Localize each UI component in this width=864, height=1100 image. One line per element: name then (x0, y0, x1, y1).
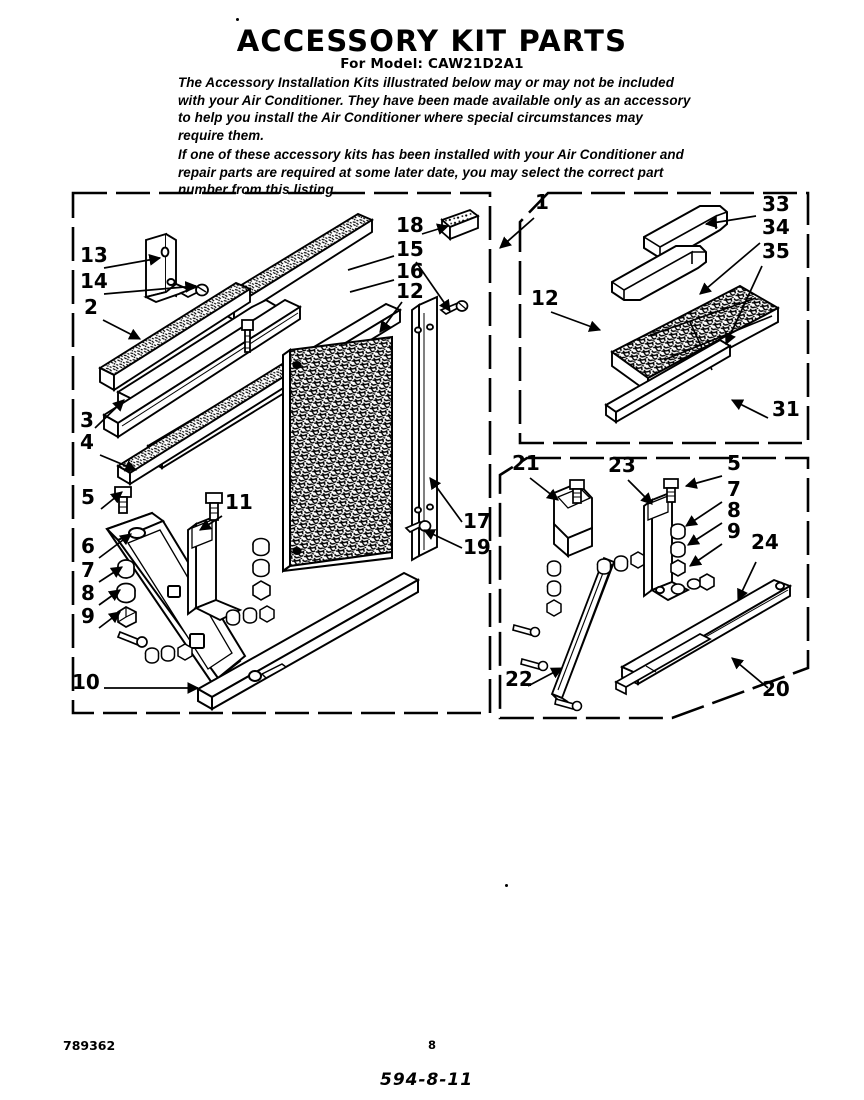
leader-21 (530, 478, 558, 500)
callout-number-3: 3 (80, 408, 94, 432)
callout-number-20: 20 (762, 677, 790, 701)
part-fastener-stack-21 (547, 561, 561, 616)
callout-number-13: 13 (80, 243, 108, 267)
callout-number-7: 7 (81, 558, 95, 582)
part-11-bracket (188, 516, 240, 620)
part-small-fastener-group-b (146, 644, 193, 663)
callout-number-23: 23 (608, 453, 636, 477)
callout-number-33: 33 (762, 192, 790, 216)
callout-number-4: 4 (80, 430, 94, 454)
callout-number-5: 5 (81, 485, 95, 509)
leader-9-left (99, 612, 120, 628)
part-7-8-9-fastener-stack-right (671, 524, 714, 594)
callout-number-17: 17 (463, 509, 491, 533)
model-subtitle: For Model: CAW21D2A1 (340, 56, 524, 72)
callout-number-31: 31 (772, 397, 800, 421)
part-screw-into-arm (118, 632, 147, 647)
callout-number-7: 7 (727, 477, 741, 501)
handwritten-mark: 594-8-11 (380, 1070, 474, 1090)
callout-number-8: 8 (727, 498, 741, 522)
callout-number-2: 2 (84, 295, 98, 319)
leader-23 (628, 480, 652, 504)
leader-8-right (688, 523, 722, 545)
leader-9-right (690, 544, 722, 566)
publication-number: 789362 (63, 1038, 116, 1053)
part-fastener-stack-right (253, 539, 270, 601)
leader-34 (700, 243, 760, 294)
callout-number-15: 15 (396, 237, 424, 261)
page-title: ACCESSORY KIT PARTS (236, 24, 628, 58)
callout-number-1: 1 (535, 190, 549, 214)
callout-number-9: 9 (727, 519, 741, 543)
leader-7-right (686, 502, 722, 526)
callout-number-24: 24 (751, 530, 779, 554)
intro-paragraph-2: If one of these accessory kits has been installed with your Air Conditioner and repair parts are required at some later date, you may select the correct part number from this listing. (178, 147, 684, 198)
leader-12-right (551, 312, 600, 330)
callout-number-35: 35 (762, 239, 790, 263)
leader-31 (732, 400, 768, 418)
callout-number-12: 12 (531, 286, 559, 310)
callout-number-16: 16 (396, 259, 424, 283)
callout-number-22: 22 (505, 667, 533, 691)
leader-16-tail (350, 280, 394, 292)
part-22-slide-rail (552, 558, 614, 702)
intro-paragraph-1: The Accessory Installation Kits illustrated below may or may not be included with your Air Conditioner. They have been made available only as an accessory to help you install the Air Conditioner where special circumstances may require them. (178, 75, 691, 143)
page-number: 8 (427, 1038, 436, 1052)
callout-number-11: 11 (225, 490, 253, 514)
callout-number-21: 21 (512, 451, 540, 475)
part-12-screen-panel (283, 337, 392, 571)
callout-number-9: 9 (81, 604, 95, 628)
callout-number-8: 8 (81, 581, 95, 605)
part-18-foam-block (442, 210, 478, 239)
callout-number-10: 10 (72, 670, 100, 694)
leader-1 (500, 218, 534, 248)
callout-number-6: 6 (81, 534, 95, 558)
part-11-screw (206, 493, 222, 520)
callout-number-5: 5 (727, 451, 741, 475)
callout-number-18: 18 (396, 213, 424, 237)
part-5-screw-left (115, 487, 131, 513)
callout-number-19: 19 (463, 535, 491, 559)
leader-5-right (686, 476, 722, 486)
callout-number-14: 14 (80, 269, 108, 293)
part-fastener-row-center (598, 552, 646, 574)
part-7-8-9-fastener-stack (117, 560, 136, 627)
callout-number-12: 12 (396, 279, 424, 303)
leader-2 (103, 320, 140, 339)
leader-15-tail (348, 256, 394, 270)
callout-number-34: 34 (762, 215, 790, 239)
